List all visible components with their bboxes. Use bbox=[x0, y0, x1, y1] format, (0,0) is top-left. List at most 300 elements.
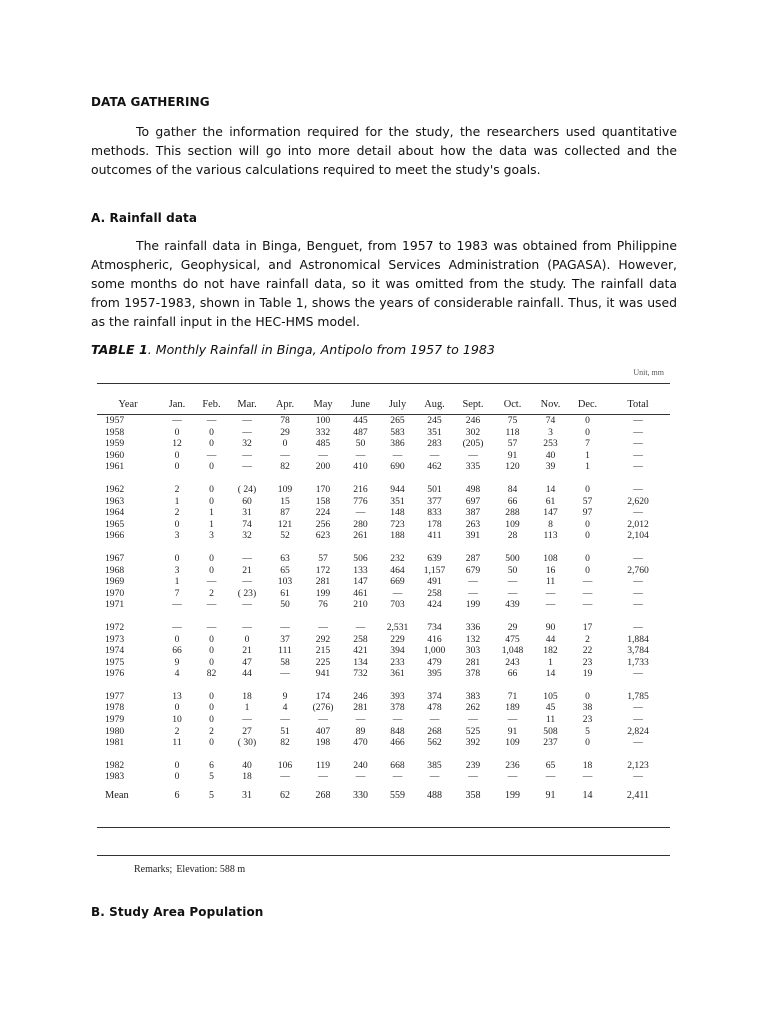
rainfall-cell: — bbox=[242, 426, 252, 438]
rainfall-cell: 31 bbox=[242, 507, 252, 519]
rainfall-cell: — bbox=[582, 771, 593, 783]
year-cell: 1980 bbox=[105, 725, 125, 737]
rainfall-cell: 0 bbox=[585, 426, 590, 438]
table-header-cell: Feb. bbox=[202, 398, 221, 410]
rainfall-cell: 734 bbox=[427, 621, 442, 633]
rainfall-cell: 245 bbox=[427, 415, 442, 426]
rainfall-cell: 292 bbox=[315, 633, 331, 645]
rainfall-cell: — bbox=[242, 576, 252, 588]
mean-cell: 2,411 bbox=[626, 790, 650, 802]
rainfall-cell: 40 bbox=[242, 759, 252, 771]
rainfall-cell: 1 bbox=[585, 449, 590, 461]
rainfall-cell: 2 bbox=[585, 633, 590, 645]
rainfall-cell: 215 bbox=[315, 645, 331, 657]
rainfall-cell: 4 bbox=[282, 702, 288, 714]
rainfall-cell: 424 bbox=[427, 599, 442, 611]
rainfall-cell: 1 bbox=[174, 495, 180, 507]
rainfall-cell: — bbox=[355, 771, 366, 783]
rainfall-cell: 336 bbox=[465, 621, 481, 633]
rainfall-cell: 421 bbox=[353, 645, 368, 657]
rainfall-cell: 393 bbox=[390, 690, 405, 702]
rainfall-cell: — bbox=[242, 714, 252, 726]
rainfall-cell: 1 bbox=[209, 507, 214, 519]
rainfall-cell: — bbox=[392, 449, 403, 461]
rainfall-cell: 395 bbox=[427, 668, 442, 680]
rainfall-cell: 216 bbox=[353, 483, 368, 495]
rainfall-cell: — bbox=[318, 621, 328, 633]
table-remarks bbox=[130, 864, 245, 875]
rainfall-cell: 8 bbox=[548, 518, 553, 530]
table-header-cell: June bbox=[350, 398, 371, 410]
rainfall-cell: — bbox=[633, 599, 643, 611]
rainfall-cell: 0 bbox=[209, 461, 214, 473]
rainfall-cell: — bbox=[633, 552, 643, 564]
rainfall-cell: 57 bbox=[582, 495, 593, 507]
rainfall-cell: 258 bbox=[427, 587, 442, 599]
rainfall-cell: 66 bbox=[507, 495, 518, 507]
table-mean-rule bbox=[97, 827, 670, 828]
group-spacer bbox=[97, 473, 670, 484]
table-row bbox=[97, 496, 670, 508]
rainfall-cell: — bbox=[468, 587, 478, 599]
year-cell: 1975 bbox=[105, 656, 125, 668]
rainfall-cell: 76 bbox=[318, 599, 328, 611]
rainfall-cell: 0 bbox=[244, 633, 250, 645]
rainfall-cell: 13 bbox=[172, 690, 182, 702]
rainfall-cell: 58 bbox=[280, 656, 290, 668]
rainfall-cell: — bbox=[545, 587, 556, 599]
table-header-row bbox=[97, 393, 670, 415]
rainfall-cell: — bbox=[468, 771, 478, 783]
rainfall-cell: 462 bbox=[427, 461, 442, 473]
rainfall-cell: ( 30) bbox=[237, 737, 257, 749]
rainfall-cell: 283 bbox=[427, 438, 442, 450]
rainfall-cell: — bbox=[633, 415, 643, 426]
rainfall-cell: 2,531 bbox=[386, 621, 409, 633]
rainfall-cell: 82 bbox=[206, 668, 217, 680]
rainfall-cell: 466 bbox=[390, 737, 405, 749]
rainfall-table-scan bbox=[97, 362, 670, 882]
rainfall-cell: 133 bbox=[353, 564, 368, 576]
rainfall-cell: 0 bbox=[585, 415, 590, 426]
rainfall-cell: — bbox=[355, 507, 366, 519]
mean-cell: 268 bbox=[315, 790, 331, 802]
rainfall-cell: 1,048 bbox=[501, 645, 524, 657]
rainfall-cell: — bbox=[633, 702, 643, 714]
rainfall-cell: — bbox=[633, 576, 643, 588]
rainfall-cell: 0 bbox=[174, 461, 180, 473]
rainfall-cell: 29 bbox=[507, 621, 518, 633]
rainfall-cell: 39 bbox=[545, 461, 556, 473]
rainfall-cell: 74 bbox=[545, 415, 556, 426]
rainfall-cell: 19 bbox=[582, 668, 593, 680]
mean-label: Mean bbox=[105, 790, 129, 802]
rainfall-cell: 16 bbox=[545, 564, 556, 576]
rainfall-cell: 7 bbox=[174, 587, 180, 599]
rainfall-cell: 2,123 bbox=[627, 759, 649, 771]
rainfall-cell: 944 bbox=[390, 483, 405, 495]
rainfall-cell: 11 bbox=[545, 714, 556, 726]
rainfall-cell: 0 bbox=[282, 438, 288, 450]
rainfall-cell: 45 bbox=[545, 702, 556, 714]
rainfall-cell: 383 bbox=[465, 690, 481, 702]
rainfall-cell: 10 bbox=[172, 714, 182, 726]
rainfall-cell: — bbox=[172, 599, 182, 611]
rainfall-cell: 148 bbox=[390, 507, 405, 519]
rainfall-cell: 243 bbox=[505, 656, 520, 668]
rainfall-cell: — bbox=[242, 415, 252, 426]
rainfall-cell: 17 bbox=[582, 621, 593, 633]
rainfall-cell: — bbox=[633, 587, 643, 599]
rainfall-cell: 2 bbox=[209, 725, 214, 737]
year-cell: 1974 bbox=[105, 645, 125, 657]
rainfall-cell: 669 bbox=[390, 576, 405, 588]
rainfall-cell: 50 bbox=[355, 438, 366, 450]
rainfall-cell: 147 bbox=[353, 576, 368, 588]
rainfall-cell: (276) bbox=[312, 702, 334, 714]
table-caption-label: TABLE 1 bbox=[91, 342, 148, 357]
rainfall-cell: 12 bbox=[172, 438, 182, 450]
rainfall-cell: 2,824 bbox=[627, 725, 649, 737]
rainfall-cell: — bbox=[633, 461, 643, 473]
rainfall-cell: — bbox=[242, 449, 252, 461]
rainfall-cell: 170 bbox=[315, 483, 331, 495]
rainfall-cell: 90 bbox=[545, 621, 556, 633]
mean-cell: 91 bbox=[545, 790, 556, 802]
table-header-cell: Oct. bbox=[503, 398, 522, 410]
rainfall-cell: 225 bbox=[315, 656, 331, 668]
rainfall-cell: 287 bbox=[465, 552, 481, 564]
rainfall-cell: 65 bbox=[280, 564, 290, 576]
rainfall-cell: 229 bbox=[390, 633, 405, 645]
rainfall-cell: 119 bbox=[315, 759, 331, 771]
rainfall-cell: 103 bbox=[277, 576, 293, 588]
rainfall-cell: — bbox=[206, 415, 217, 426]
rainfall-cell: 470 bbox=[353, 737, 368, 749]
year-cell: 1976 bbox=[105, 668, 125, 680]
rainfall-cell: 668 bbox=[390, 759, 405, 771]
rainfall-cell: 361 bbox=[390, 668, 405, 680]
rainfall-cell: 508 bbox=[543, 725, 558, 737]
rainfall-cell: — bbox=[633, 438, 643, 450]
rainfall-cell: 74 bbox=[242, 518, 252, 530]
rainfall-cell: — bbox=[242, 461, 252, 473]
rainfall-cell: 246 bbox=[465, 415, 481, 426]
rainfall-cell: 776 bbox=[353, 495, 368, 507]
rainfall-cell: 268 bbox=[427, 725, 442, 737]
rainfall-cell: 258 bbox=[353, 633, 368, 645]
rainfall-cell: 18 bbox=[242, 690, 252, 702]
rainfall-cell: 109 bbox=[277, 483, 293, 495]
mean-cell: 488 bbox=[427, 790, 442, 802]
rainfall-cell: 377 bbox=[427, 495, 442, 507]
rainfall-cell: 174 bbox=[315, 690, 331, 702]
rainfall-cell: 189 bbox=[505, 702, 520, 714]
rainfall-cell: — bbox=[206, 599, 217, 611]
table-row bbox=[97, 588, 670, 600]
rainfall-cell: 158 bbox=[315, 495, 331, 507]
rainfall-cell: 3 bbox=[174, 564, 180, 576]
rainfall-cell: 236 bbox=[505, 759, 520, 771]
mean-cell: 62 bbox=[280, 790, 290, 802]
rainfall-cell: 0 bbox=[209, 645, 214, 657]
rainfall-cell: — bbox=[355, 621, 366, 633]
table-row bbox=[97, 726, 670, 738]
rainfall-cell: — bbox=[429, 449, 440, 461]
rainfall-cell: — bbox=[429, 771, 440, 783]
table-row bbox=[97, 450, 670, 462]
rainfall-cell: 0 bbox=[174, 633, 180, 645]
rainfall-cell: — bbox=[206, 621, 217, 633]
rainfall-cell: 0 bbox=[209, 495, 214, 507]
year-cell: 1967 bbox=[105, 552, 125, 564]
rainfall-cell: — bbox=[468, 576, 478, 588]
rainfall-table bbox=[97, 393, 670, 809]
table-row bbox=[97, 771, 670, 783]
rainfall-cell: 18 bbox=[582, 759, 593, 771]
rainfall-cell: 2,104 bbox=[627, 530, 649, 542]
table-header-cell: Dec. bbox=[577, 398, 598, 410]
rainfall-cell: 240 bbox=[353, 759, 368, 771]
rainfall-cell: — bbox=[429, 714, 440, 726]
table-row bbox=[97, 668, 670, 680]
table-row bbox=[97, 737, 670, 749]
table-row bbox=[97, 714, 670, 726]
rainfall-cell: 182 bbox=[543, 645, 558, 657]
rainfall-cell: 1,000 bbox=[423, 645, 446, 657]
year-cell: 1971 bbox=[105, 599, 125, 611]
rainfall-cell: 0 bbox=[209, 656, 214, 668]
rainfall-cell: 14 bbox=[545, 483, 556, 495]
rainfall-cell: 0 bbox=[585, 564, 590, 576]
year-cell: 1979 bbox=[105, 714, 125, 726]
rainfall-cell: — bbox=[355, 449, 366, 461]
rainfall-cell: 253 bbox=[543, 438, 558, 450]
rainfall-cell: 89 bbox=[355, 725, 366, 737]
year-cell: 1960 bbox=[105, 449, 125, 461]
table-header-cell: Nov. bbox=[540, 398, 561, 410]
year-cell: 1957 bbox=[105, 415, 125, 426]
year-cell: 1958 bbox=[105, 426, 125, 438]
rainfall-cell: 100 bbox=[315, 415, 331, 426]
rainfall-cell: 78 bbox=[280, 415, 290, 426]
rainfall-cell: 109 bbox=[505, 737, 520, 749]
rainfall-cell: 32 bbox=[242, 530, 252, 542]
rainfall-cell: 0 bbox=[209, 564, 214, 576]
rainfall-cell: 478 bbox=[427, 702, 442, 714]
rainfall-cell: — bbox=[633, 426, 643, 438]
table-row bbox=[97, 565, 670, 577]
rainfall-cell: 172 bbox=[315, 564, 331, 576]
year-cell: 1972 bbox=[105, 621, 125, 633]
rainfall-cell: 0 bbox=[585, 552, 590, 564]
rainfall-cell: 121 bbox=[277, 518, 293, 530]
rainfall-cell: 302 bbox=[465, 426, 481, 438]
table-unit-mark: Unit, mm bbox=[633, 368, 664, 377]
rainfall-cell: 1,733 bbox=[627, 656, 649, 668]
rainfall-cell: 2,012 bbox=[627, 518, 649, 530]
rainfall-cell: 21 bbox=[242, 645, 252, 657]
rainfall-paragraph: The rainfall data in Binga, Benguet, from 1957 to 1983 was obtained from Philippine Atmospheric, Geophysical, and Astronomical Services Administration (PAGASA). However, some months do not have rainfall data, so it was omitted from the study. The rainfall data from 1957-1983, shown in Table 1, shows the years of considerable rainfall. Thus, it was used as the rainfall input in the HEC-HMS model. bbox=[91, 238, 677, 329]
rainfall-cell: 386 bbox=[390, 438, 405, 450]
table-row bbox=[97, 657, 670, 669]
rainfall-cell: 1,157 bbox=[423, 564, 446, 576]
rainfall-cell: — bbox=[280, 621, 290, 633]
rainfall-cell: 23 bbox=[582, 656, 593, 668]
rainfall-cell: — bbox=[468, 449, 478, 461]
rainfall-cell: 445 bbox=[353, 415, 368, 426]
rainfall-cell: — bbox=[280, 714, 290, 726]
mean-cell: 358 bbox=[465, 790, 481, 802]
rainfall-cell: 210 bbox=[353, 599, 368, 611]
rainfall-cell: 11 bbox=[172, 737, 182, 749]
rainfall-cell: 7 bbox=[585, 438, 590, 450]
table-header-cell: July bbox=[388, 398, 407, 410]
rainfall-cell: 392 bbox=[465, 737, 481, 749]
rainfall-cell: 65 bbox=[545, 759, 556, 771]
rainfall-cell: 75 bbox=[507, 415, 518, 426]
rainfall-cell: 2,620 bbox=[627, 495, 649, 507]
rainfall-cell: 351 bbox=[427, 426, 442, 438]
rainfall-cell: — bbox=[633, 449, 643, 461]
rainfall-cell: 9 bbox=[282, 690, 288, 702]
rainfall-cell: — bbox=[507, 714, 518, 726]
rainfall-cell: 1 bbox=[209, 518, 214, 530]
rainfall-cell: 27 bbox=[242, 725, 252, 737]
mean-cell: 199 bbox=[505, 790, 520, 802]
rainfall-cell: ( 24) bbox=[237, 483, 257, 495]
rainfall-cell: 0 bbox=[585, 690, 590, 702]
mean-cell: 14 bbox=[582, 790, 593, 802]
section-heading-rainfall: A. Rainfall data bbox=[91, 211, 198, 225]
rainfall-cell: 475 bbox=[505, 633, 520, 645]
rainfall-cell: 232 bbox=[390, 552, 405, 564]
intro-paragraph: To gather the information required for the study, the researchers used quantitative methods. This section will go into more detail about how the data was collected and the outcomes of the various calculations required to meet the study's goals. bbox=[91, 124, 677, 177]
rainfall-cell: — bbox=[355, 714, 366, 726]
rainfall-cell: 1 bbox=[244, 702, 250, 714]
rainfall-cell: 0 bbox=[209, 737, 214, 749]
rainfall-cell: 0 bbox=[585, 737, 590, 749]
mean-cell: 330 bbox=[353, 790, 368, 802]
rainfall-cell: 0 bbox=[174, 449, 180, 461]
rainfall-cell: 464 bbox=[390, 564, 405, 576]
rainfall-cell: 0 bbox=[209, 438, 214, 450]
rainfall-cell: — bbox=[545, 771, 556, 783]
group-spacer bbox=[97, 749, 670, 760]
rainfall-cell: 82 bbox=[280, 737, 290, 749]
rainfall-cell: 47 bbox=[242, 656, 252, 668]
rainfall-cell: 3 bbox=[209, 530, 214, 542]
rainfall-cell: 87 bbox=[280, 507, 290, 519]
rainfall-cell: — bbox=[582, 587, 593, 599]
table-row bbox=[97, 760, 670, 772]
rainfall-cell: — bbox=[633, 507, 643, 519]
rainfall-cell: 335 bbox=[465, 461, 481, 473]
rainfall-cell: 0 bbox=[209, 483, 214, 495]
rainfall-cell: 5 bbox=[585, 725, 590, 737]
rainfall-cell: 265 bbox=[390, 415, 405, 426]
rainfall-cell: 15 bbox=[280, 495, 290, 507]
table-row bbox=[97, 553, 670, 565]
rainfall-cell: — bbox=[172, 415, 182, 426]
rainfall-cell: 91 bbox=[507, 725, 518, 737]
rainfall-cell: — bbox=[507, 576, 518, 588]
rainfall-cell: 105 bbox=[543, 690, 558, 702]
year-cell: 1961 bbox=[105, 461, 125, 473]
year-cell: 1982 bbox=[105, 759, 125, 771]
rainfall-cell: 0 bbox=[209, 714, 214, 726]
rainfall-cell: — bbox=[392, 587, 403, 599]
table-row bbox=[97, 519, 670, 531]
year-cell: 1965 bbox=[105, 518, 125, 530]
rainfall-cell: 0 bbox=[585, 483, 590, 495]
rainfall-cell: 118 bbox=[505, 426, 520, 438]
table-caption-text: . Monthly Rainfall in Binga, Antipolo from 1957 to 1983 bbox=[147, 342, 495, 357]
rainfall-cell: 506 bbox=[353, 552, 368, 564]
rainfall-cell: — bbox=[318, 714, 328, 726]
rainfall-cell: 281 bbox=[315, 576, 331, 588]
rainfall-cell: 0 bbox=[585, 518, 590, 530]
table-row bbox=[97, 634, 670, 646]
table-caption bbox=[91, 342, 495, 357]
rainfall-cell: 723 bbox=[390, 518, 405, 530]
rainfall-cell: 0 bbox=[174, 552, 180, 564]
table-row bbox=[97, 702, 670, 714]
rainfall-cell: 351 bbox=[390, 495, 405, 507]
rainfall-cell: 44 bbox=[242, 668, 252, 680]
table-row bbox=[97, 622, 670, 634]
rainfall-cell: — bbox=[318, 771, 328, 783]
rainfall-cell: — bbox=[507, 587, 518, 599]
section-heading-study-area-population: B. Study Area Population bbox=[91, 905, 264, 919]
rainfall-cell: 61 bbox=[280, 587, 290, 599]
rainfall-cell: 461 bbox=[353, 587, 368, 599]
rainfall-cell: 439 bbox=[505, 599, 520, 611]
rainfall-cell: 2 bbox=[209, 587, 214, 599]
rainfall-cell: 3 bbox=[174, 530, 180, 542]
rainfall-cell: 120 bbox=[505, 461, 520, 473]
rainfall-cell: 71 bbox=[507, 690, 518, 702]
year-cell: 1973 bbox=[105, 633, 125, 645]
rainfall-cell: 2 bbox=[174, 507, 180, 519]
rainfall-cell: 200 bbox=[315, 461, 331, 473]
rainfall-cell: — bbox=[507, 771, 518, 783]
rainfall-cell: 639 bbox=[427, 552, 442, 564]
rainfall-cell: 109 bbox=[505, 518, 520, 530]
rainfall-cell: 261 bbox=[353, 530, 368, 542]
rainfall-cell: 29 bbox=[280, 426, 290, 438]
rainfall-cell: 57 bbox=[318, 552, 328, 564]
section-heading-data-gathering: DATA GATHERING bbox=[91, 95, 210, 109]
rainfall-cell: 411 bbox=[427, 530, 442, 542]
rainfall-cell: 0 bbox=[174, 426, 180, 438]
year-cell: 1962 bbox=[105, 483, 125, 495]
rainfall-cell: — bbox=[172, 621, 182, 633]
rainfall-cell: 1 bbox=[174, 576, 180, 588]
table-row bbox=[97, 507, 670, 519]
table-header-cell: May bbox=[313, 398, 333, 410]
table-row bbox=[97, 645, 670, 657]
rainfall-cell: 18 bbox=[242, 771, 252, 783]
rainfall-cell: 487 bbox=[353, 426, 368, 438]
year-cell: 1983 bbox=[105, 771, 125, 783]
rainfall-cell: 239 bbox=[465, 759, 481, 771]
year-cell: 1969 bbox=[105, 576, 125, 588]
rainfall-cell: — bbox=[392, 771, 403, 783]
rainfall-cell: — bbox=[582, 599, 593, 611]
rainfall-cell: 199 bbox=[315, 587, 331, 599]
rainfall-cell: 332 bbox=[315, 426, 331, 438]
